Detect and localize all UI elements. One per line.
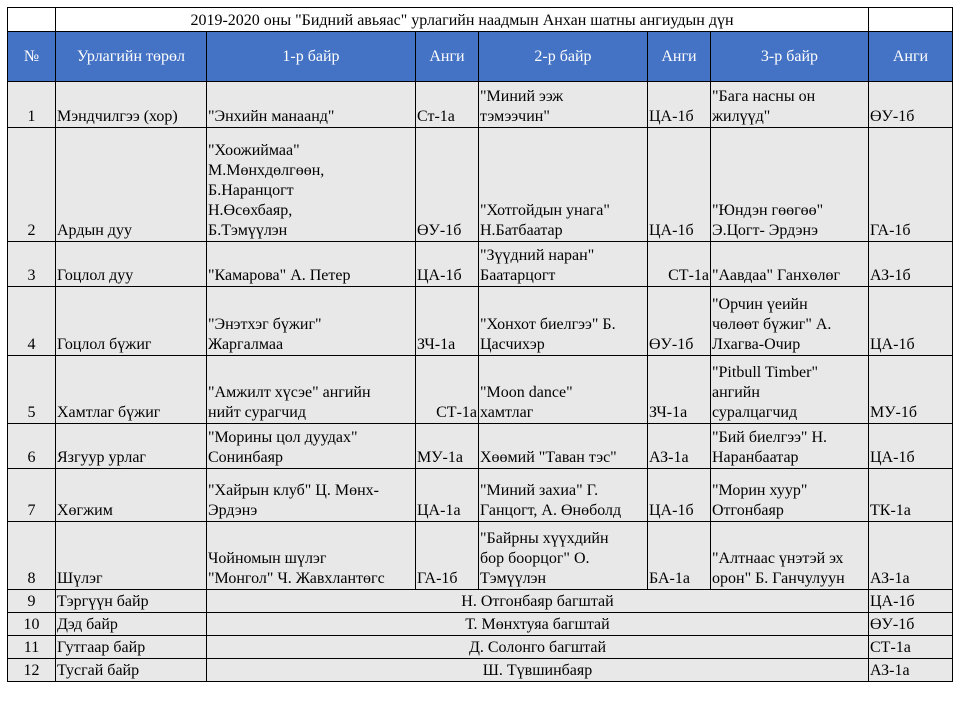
- summary-row: [8, 590, 953, 613]
- award-winner: Д. Солонго багштай: [207, 636, 869, 659]
- table-title: 2019-2020 оны "Бидний авьяас" урлагийн наадмын Анхан шатны ангиудын дүн: [56, 8, 869, 32]
- first-class: ГА-1б: [416, 522, 479, 590]
- row-number: 1: [8, 82, 56, 128]
- award-class: ӨУ-1б: [869, 613, 953, 636]
- art-type: Ардын дуу: [56, 128, 207, 242]
- first-place: "Энэтхэг бүжиг" Жаргалмаа: [207, 287, 416, 356]
- first-place: "Камарова" А. Петер: [207, 242, 416, 287]
- first-class: ЦА-1а: [416, 469, 479, 522]
- header-art-type: Урлагийн төрөл: [56, 32, 207, 82]
- third-class: ТК-1а: [869, 469, 953, 522]
- award-type: Тусгай байр: [56, 659, 207, 682]
- award-class: АЗ-1а: [869, 659, 953, 682]
- third-place: "Орчин үеийн чөлөөт бүжиг" А. Лхагва-Очир: [711, 287, 869, 356]
- second-place: "Миний захиа" Г. Ганцогт, А. Өнөболд: [479, 469, 648, 522]
- award-class: СТ-1а: [869, 636, 953, 659]
- art-type: Хөгжим: [56, 469, 207, 522]
- row-number: 7: [8, 469, 56, 522]
- summary-row: [8, 659, 953, 682]
- table-row: [8, 424, 953, 469]
- table-row: [8, 356, 953, 424]
- header-second-class: Анги: [648, 32, 711, 82]
- row-number: 5: [8, 356, 56, 424]
- second-class: БА-1а: [648, 522, 711, 590]
- award-type: Дэд байр: [56, 613, 207, 636]
- award-type: Тэргүүн байр: [56, 590, 207, 613]
- third-place: "Морин хуур" Отгонбаяр: [711, 469, 869, 522]
- summary-row: [8, 636, 953, 659]
- art-type: Гоцлол бүжиг: [56, 287, 207, 356]
- third-place: "Бий биелгээ" Н. Наранбаатар: [711, 424, 869, 469]
- second-class: АЗ-1а: [648, 424, 711, 469]
- second-place: "Зүүдний наран" Баатарцогт: [479, 242, 648, 287]
- first-place: "Хайрын клуб" Ц. Мөнх- Эрдэнэ: [207, 469, 416, 522]
- art-type: Гоцлол дуу: [56, 242, 207, 287]
- second-place: "Миний ээж тэмээчин": [479, 82, 648, 128]
- first-place: "Хоожиймаа" М.Мөнхдөлгөөн, Б.Наранцогт Н.Өсөхбаяр, Б.Тэмүүлэн: [207, 128, 416, 242]
- first-class: Ст-1а: [416, 82, 479, 128]
- third-class: ӨУ-1б: [869, 82, 953, 128]
- first-place: "Энхийн манаанд": [207, 82, 416, 128]
- header-number: №: [8, 32, 56, 82]
- third-place: "Юндэн гөөгөө" Э.Цогт- Эрдэнэ: [711, 128, 869, 242]
- third-class: ЦА-1б: [869, 287, 953, 356]
- second-class: ЦА-1б: [648, 469, 711, 522]
- second-class: СТ-1а: [648, 242, 711, 287]
- third-place: "Pitbull Timber" ангийн суралцагчид: [711, 356, 869, 424]
- header-third-class: Анги: [869, 32, 953, 82]
- results-table: [7, 7, 953, 682]
- summary-row: [8, 613, 953, 636]
- header-third-place: 3-р байр: [711, 32, 869, 82]
- award-winner: Т. Мөнхтуяа багштай: [207, 613, 869, 636]
- award-class: ЦА-1б: [869, 590, 953, 613]
- second-place: Хөөмий "Таван тэс": [479, 424, 648, 469]
- row-number: 10: [8, 613, 56, 636]
- second-class: ЦА-1б: [648, 82, 711, 128]
- table-row: [8, 82, 953, 128]
- table-row: [8, 128, 953, 242]
- third-class: АЗ-1а: [869, 522, 953, 590]
- second-place: "Байрны хүүхдийн бор боорцог" О. Тэмүүлэн: [479, 522, 648, 590]
- title-blank-right: [869, 8, 953, 32]
- row-number: 9: [8, 590, 56, 613]
- row-number: 11: [8, 636, 56, 659]
- header-row: [8, 32, 953, 82]
- row-number: 3: [8, 242, 56, 287]
- art-type: Шүлэг: [56, 522, 207, 590]
- second-place: "Хонхот биелгээ" Б. Цасчихэр: [479, 287, 648, 356]
- row-number: 8: [8, 522, 56, 590]
- third-class: МУ-1б: [869, 356, 953, 424]
- third-place: "Бага насны он жилүүд": [711, 82, 869, 128]
- title-row: [8, 8, 953, 32]
- first-place: "Амжилт хүсэе" ангийн нийт сурагчид: [207, 356, 416, 424]
- third-place: "Алтнаас үнэтэй эх орон" Б. Ганчулуун: [711, 522, 869, 590]
- second-place: "Moon dance" хамтлаг: [479, 356, 648, 424]
- second-class: ӨУ-1б: [648, 287, 711, 356]
- second-place: "Хотгойдын унага" Н.Батбаатар: [479, 128, 648, 242]
- art-type: Мэндчилгээ (хор): [56, 82, 207, 128]
- header-first-place: 1-р байр: [207, 32, 416, 82]
- row-number: 6: [8, 424, 56, 469]
- third-place: "Аавдаа" Ганхөлөг: [711, 242, 869, 287]
- header-second-place: 2-р байр: [479, 32, 648, 82]
- first-class: ӨУ-1б: [416, 128, 479, 242]
- award-winner: Ш. Түвшинбаяр: [207, 659, 869, 682]
- third-class: ЦА-1б: [869, 424, 953, 469]
- title-blank-left: [8, 8, 56, 32]
- third-class: АЗ-1б: [869, 242, 953, 287]
- award-type: Гутгаар байр: [56, 636, 207, 659]
- table-row: [8, 522, 953, 590]
- first-place: Чойномын шүлэг "Монгол" Ч. Жавхлантөгс: [207, 522, 416, 590]
- second-class: ЗЧ-1а: [648, 356, 711, 424]
- first-place: "Морины цол дуудах" Сонинбаяр: [207, 424, 416, 469]
- first-class: ЦА-1б: [416, 242, 479, 287]
- third-class: ГА-1б: [869, 128, 953, 242]
- award-winner: Н. Отгонбаяр багштай: [207, 590, 869, 613]
- table-row: [8, 242, 953, 287]
- first-class: МУ-1а: [416, 424, 479, 469]
- first-class: СТ-1а: [416, 356, 479, 424]
- first-class: ЗЧ-1а: [416, 287, 479, 356]
- art-type: Хамтлаг бүжиг: [56, 356, 207, 424]
- second-class: ЦА-1б: [648, 128, 711, 242]
- row-number: 4: [8, 287, 56, 356]
- header-first-class: Анги: [416, 32, 479, 82]
- table-row: [8, 469, 953, 522]
- table-row: [8, 287, 953, 356]
- row-number: 12: [8, 659, 56, 682]
- row-number: 2: [8, 128, 56, 242]
- art-type: Язгуур урлаг: [56, 424, 207, 469]
